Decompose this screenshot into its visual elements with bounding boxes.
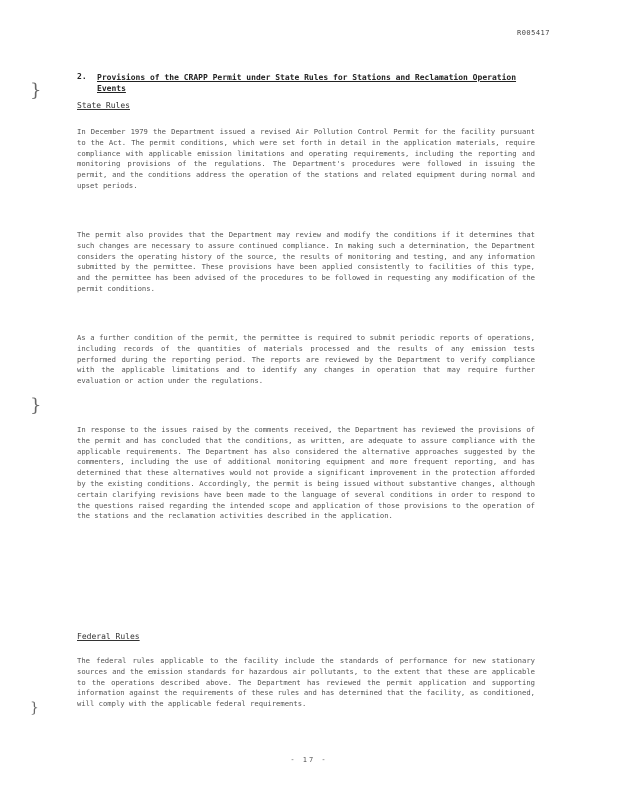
section-title: Provisions of the CRAPP Permit under State Rules for Stations and Reclamation Operation Events <box>97 73 517 93</box>
document-id: R005417 <box>516 29 550 37</box>
section-number: 2. <box>77 72 87 81</box>
body-paragraph: In response to the issues raised by the comments received, the Department has reviewed the provisions of the permit and has concluded that the conditions, as written, are adequate to assure compliance with the applicable requirements. The Department has also considered the alternative approaches suggested by the commenters, including the use of additional monitoring equipment and more frequent reporting, and has determined that these alternatives would not provide a significant improvement in the protection afforded by the existing conditions. Accordingly, the permit is being issued without substantive changes, although certain clarifying revisions have been made to the language of several conditions in order to respond to the questions raised regarding the intended scope and application of those provisions to the operation of the stations and the reclamation activities described in the application. <box>77 425 535 521</box>
subsection-heading: State Rules <box>77 101 130 110</box>
margin-bracket-mark: } <box>30 80 42 101</box>
margin-bracket-mark: } <box>30 395 42 416</box>
margin-bracket-mark: } <box>30 700 39 716</box>
body-paragraph: As a further condition of the permit, the permittee is required to submit periodic reports of operations, including records of the quantities of materials processed and the results of any emission tests performed during the reporting period. The reports are reviewed by the Department to verify compliance with the applicable limitations and to identify any changes in operation that may require further evaluation or action under the regulations. <box>77 333 535 386</box>
page-number: - 17 - <box>290 756 328 764</box>
body-paragraph: The federal rules applicable to the facility include the standards of performance for new stationary sources and the emission standards for hazardous air pollutants, to the extent that these are applicable to the operations described above. The Department has reviewed the permit application and supporting information against the requirements of these rules and has determined that the facility, as conditioned, will comply with the applicable federal requirements. <box>77 656 535 709</box>
subsection-heading: Federal Rules <box>77 632 140 641</box>
body-paragraph: The permit also provides that the Department may review and modify the conditions if it determines that such changes are necessary to assure continued compliance. In making such a determination, the Department considers the operating history of the source, the results of monitoring and testing, and any information submitted by the permittee. These provisions have been applied consistently to facilities of this type, and the permittee has been advised of the procedures to be followed in requesting any modification of the permit conditions. <box>77 230 535 293</box>
body-paragraph: In December 1979 the Department issued a revised Air Pollution Control Permit for the facility pursuant to the Act. The permit conditions, which were set forth in detail in the application materials, require compliance with applicable emission limitations and operating requirements, including the reporting and monitoring provisions of the regulations. The Department's procedures were followed in issuing the permit, and the conditions address the operation of the stations and related equipment during normal and upset periods. <box>77 127 535 190</box>
